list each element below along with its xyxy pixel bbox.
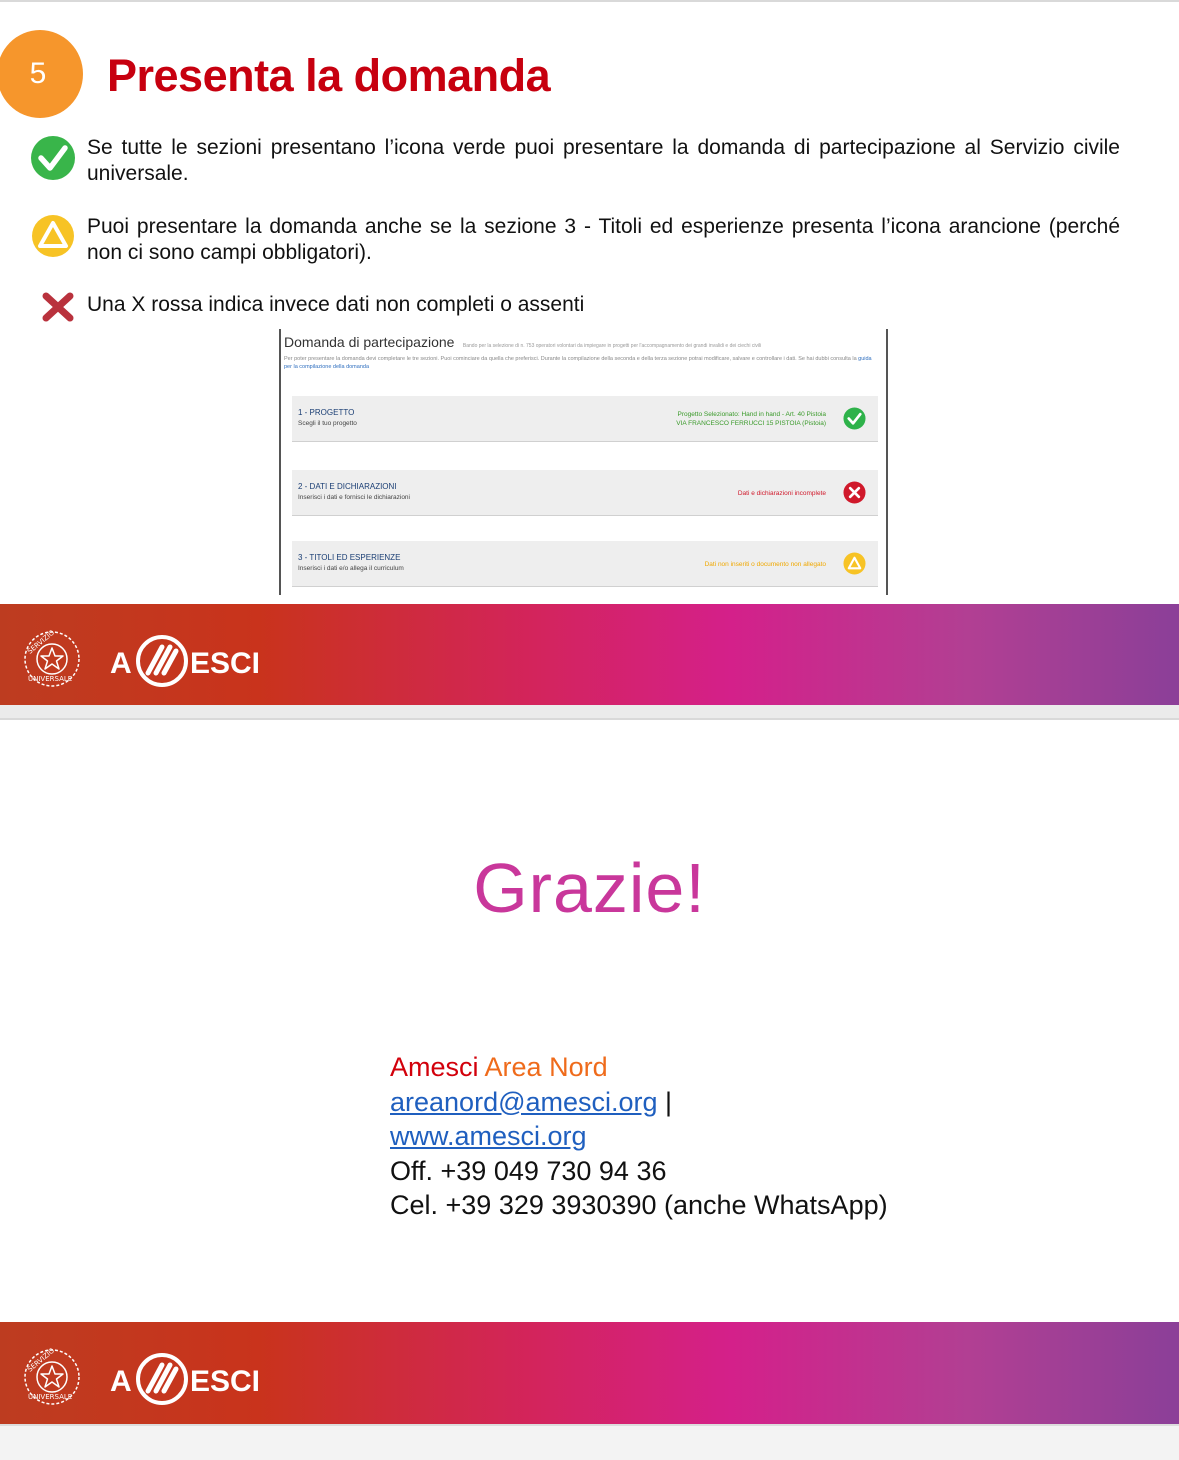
guide-link[interactable]: guida per la compilazione della domanda — [284, 356, 872, 370]
mobile-phone: Cel. +39 329 3930390 (anche WhatsApp) — [390, 1190, 888, 1220]
orange-warning-icon — [843, 552, 866, 575]
email-separator: | — [657, 1086, 673, 1117]
orange-warning-icon — [30, 214, 76, 258]
section-status: Dati e dichiarazioni incomplete — [737, 490, 826, 497]
servizio-civile-seal-icon — [22, 629, 82, 689]
website-link[interactable]: www.amesci.org — [390, 1121, 587, 1151]
website-line — [390, 1119, 888, 1154]
rule-green — [30, 135, 1120, 187]
org-area: Area Nord — [484, 1052, 608, 1082]
footer-band — [0, 604, 1179, 705]
svg-text:UNIVERSALE: UNIVERSALE — [28, 675, 73, 683]
svg-text:UNIVERSALE: UNIVERSALE — [28, 1393, 73, 1401]
section-row-titoli[interactable] — [292, 541, 878, 587]
email-line — [390, 1085, 888, 1120]
svg-text:SERVIZIO: SERVIZIO — [26, 1347, 57, 1374]
rule-orange — [30, 214, 1120, 266]
svg-text:ESCI: ESCI — [190, 647, 261, 680]
section-status — [676, 410, 826, 428]
section-row-progetto[interactable] — [292, 396, 878, 442]
svg-text:A: A — [110, 1365, 132, 1398]
step-number-badge: 5 — [0, 30, 83, 118]
servizio-civile-seal-icon — [22, 1347, 82, 1407]
red-x-icon — [40, 292, 76, 322]
section-title: 3 - TITOLI ED ESPERIENZE — [298, 553, 401, 562]
panel-title: Domanda di partecipazione — [284, 334, 455, 350]
svg-text:ESCI: ESCI — [190, 1365, 261, 1398]
office-phone: Off. +39 049 730 94 36 — [390, 1155, 667, 1186]
amesci-logo — [110, 633, 270, 689]
panel-description — [284, 355, 876, 371]
panel-header — [284, 334, 880, 352]
slide-grazie — [0, 718, 1179, 1424]
email-link[interactable]: areanord@amesci.org — [390, 1086, 658, 1117]
green-check-icon — [30, 135, 76, 181]
application-screenshot — [279, 329, 888, 595]
amesci-logo — [110, 1351, 270, 1407]
section-subtitle: Scegli il tuo progetto — [298, 420, 357, 427]
panel-title-note: Bando per la selezione di n. 753 operatori volontari da impiegare in progetti per l'accompagnamento dei grandi invalidi e dei ciechi civili — [462, 343, 762, 349]
section-status-line1: Progetto Selezionato: Hand in hand - Art. 40 Pistoia — [677, 411, 826, 418]
svg-text:SERVIZIO: SERVIZIO — [26, 629, 57, 656]
org-line — [390, 1050, 888, 1085]
section-status-line2: VIA FRANCESCO FERRUCCI 15 PISTOIA (Pistoia) — [676, 420, 826, 427]
org-name: Amesci — [390, 1052, 479, 1082]
svg-text:A: A — [110, 647, 132, 680]
red-x-circle-icon — [843, 481, 866, 504]
slide-presenta-domanda — [0, 0, 1179, 705]
rule-text: Una X rossa indica invece dati non completi o assenti — [87, 293, 585, 316]
section-subtitle: Inserisci i dati e/o allega il curriculum — [298, 565, 404, 572]
slide-title: Presenta la domanda — [107, 50, 551, 101]
contact-block — [390, 1050, 888, 1223]
rule-text: Se tutte le sezioni presentano l’icona verde puoi presentare la domanda di partecipazione al Servizio civile universale. — [87, 136, 1120, 185]
section-status: Dati non inseriti o documento non allegato — [704, 561, 826, 568]
section-title: 2 - DATI E DICHIARAZIONI — [298, 482, 397, 491]
page-bottom-gap — [0, 1424, 1179, 1460]
section-subtitle: Inserisci i dati e fornisci le dichiarazioni — [298, 494, 410, 501]
section-row-dati[interactable] — [292, 470, 878, 516]
rule-text: Puoi presentare la domanda anche se la sezione 3 - Titoli ed esperienze presenta l’icona arancione (perché non ci sono campi obbligatori). — [87, 215, 1120, 264]
section-title: 1 - PROGETTO — [298, 408, 355, 417]
footer-band — [0, 1322, 1179, 1424]
rule-red — [30, 292, 1120, 322]
slide-separator — [0, 705, 1179, 718]
panel-description-text: Per poter presentare la domanda devi completare le tre sezioni. Puoi cominciare da quella che preferisci. Durante la compilazione della seconda e della terza sezione potrai modificare, salvare e controllare i dati. Se hai dubbi consulta la — [284, 356, 857, 362]
thanks-heading: Grazie! — [473, 849, 706, 927]
green-check-icon — [843, 407, 866, 430]
